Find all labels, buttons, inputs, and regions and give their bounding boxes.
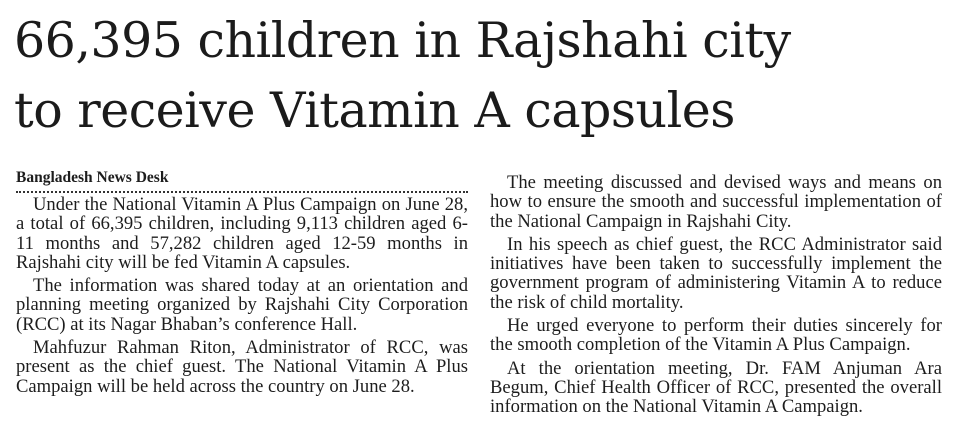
paragraph: Under the National Vitamin A Plus Campaign on June 28, a total of 66,395 children, including 9,113 children aged 6-11 months and 57,282 children aged 12-59 months in Rajshahi city will be fed Vitamin A capsules. <box>16 194 468 273</box>
article-column-left <box>16 168 468 400</box>
paragraph: The information was shared today at an orientation and planning meeting organized by Rajshahi City Corporation (RCC) at its Nagar Bhaban’s conference Hall. <box>16 275 468 335</box>
paragraph: Mahfuzur Rahman Riton, Administrator of RCC, was present as the chief guest. The National Vitamin A Plus Campaign will be held across the country on June 28. <box>16 337 468 397</box>
byline: Bangladesh News Desk <box>16 168 468 193</box>
paragraph: He urged everyone to perform their duties sincerely for the smooth completion of the Vitamin A Plus Campaign. <box>490 315 942 356</box>
paragraph: In his speech as chief guest, the RCC Administrator said initiatives have been taken to successfully implement the government program of administering Vitamin A to reduce the risk of child mortality. <box>490 233 942 313</box>
headline-line-1: 66,395 children in Rajshahi city <box>14 12 791 69</box>
article-column-right <box>490 173 942 421</box>
paragraph: The meeting discussed and devised ways and means on how to ensure the smooth and successful implementation of the National Campaign in Rajshahi City. <box>490 172 942 232</box>
paragraph: At the orientation meeting, Dr. FAM Anjuman Ara Begum, Chief Health Officer of RCC, presented the overall information on the National Vitamin A Campaign. <box>490 357 942 418</box>
headline <box>14 6 949 146</box>
headline-line-2: to receive Vitamin A capsules <box>14 82 735 139</box>
